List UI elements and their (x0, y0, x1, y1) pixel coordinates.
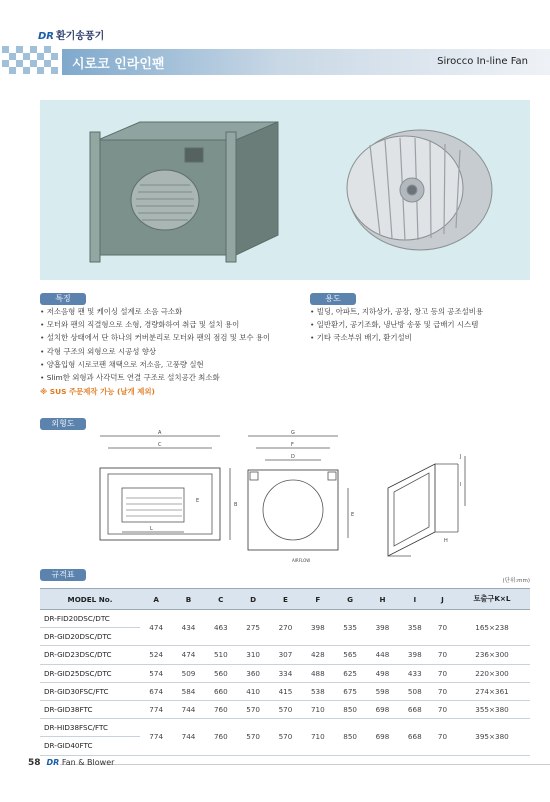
col-header: C (205, 589, 237, 610)
footer-text: Fan & Blower (61, 758, 115, 767)
value-cell: 355×380 (454, 700, 530, 718)
value-cell: 395×380 (454, 719, 530, 755)
inline-fan-unit (90, 122, 278, 262)
value-cell: 760 (205, 719, 237, 755)
table-row (40, 719, 530, 737)
feature-item: • 저소음형 팬 및 케이싱 설계로 소음 극소화 (40, 305, 270, 318)
table-row (40, 610, 530, 628)
value-cell: 850 (334, 719, 366, 755)
dim-label-e: E (196, 498, 200, 504)
value-cell: 509 (172, 664, 204, 682)
value-cell: 448 (366, 646, 398, 664)
feature-item: • 양흡입형 시로코팬 채택으로 저소음, 고풍량 실현 (40, 358, 270, 371)
value-cell: 574 (140, 664, 172, 682)
model-cell: DR-GID25DSC/DTC (40, 664, 140, 682)
value-cell: 584 (172, 682, 204, 700)
value-cell: 570 (237, 719, 269, 755)
product-photo-panel (40, 100, 530, 280)
usage-list (310, 305, 483, 345)
value-cell: 70 (431, 719, 454, 755)
usage-item: • 일반환기, 공기조화, 냉난방 송풍 및 급배기 시스템 (310, 318, 483, 331)
value-cell: 668 (399, 719, 431, 755)
value-cell: 488 (302, 664, 334, 682)
table-row (40, 664, 530, 682)
outline-tag: 외형도 (40, 418, 86, 430)
dim-label-h: H (444, 538, 448, 544)
brand-text: 환기송풍기 (56, 31, 105, 42)
value-cell: 498 (366, 664, 398, 682)
footer-line (60, 764, 550, 765)
usage-tag: 용도 (310, 293, 356, 305)
outline-drawings (40, 428, 530, 568)
sus-note: ※ SUS 주문제작 가능 (날개 제외) (40, 387, 155, 396)
model-cell: DR-GID20DSC/DTC (40, 628, 140, 646)
col-header: F (302, 589, 334, 610)
col-header: J (431, 589, 454, 610)
value-cell: 698 (366, 719, 398, 755)
col-header: B (172, 589, 204, 610)
value-cell: 428 (302, 646, 334, 664)
footer (28, 758, 114, 768)
model-cell: DR-GID23DSC/DTC (40, 646, 140, 664)
spec-tag: 규격표 (40, 569, 86, 581)
value-cell: 70 (431, 664, 454, 682)
value-cell: 434 (172, 610, 204, 646)
value-cell: 270 (269, 610, 301, 646)
value-cell: 674 (140, 682, 172, 700)
value-cell: 524 (140, 646, 172, 664)
model-cell: DR-GID40FTC (40, 737, 140, 755)
feature-item: • 모터와 팬의 직결형으로 소형, 경량화하여 취급 및 설치 용이 (40, 318, 270, 331)
page-title: 시로코 인라인팬 (72, 57, 165, 72)
value-cell: 398 (302, 610, 334, 646)
airflow-label: AIRFLOW (292, 558, 311, 563)
value-cell: 70 (431, 646, 454, 664)
value-cell: 560 (205, 664, 237, 682)
value-cell: 360 (237, 664, 269, 682)
value-cell: 744 (172, 700, 204, 718)
dim-label-e2: E (351, 512, 355, 518)
value-cell: 358 (399, 610, 431, 646)
value-cell: 310 (237, 646, 269, 664)
dim-label-d: D (291, 454, 295, 460)
spec-table (40, 588, 530, 756)
sirocco-wheel (347, 130, 492, 250)
col-header: E (269, 589, 301, 610)
value-cell: 274×361 (454, 682, 530, 700)
value-cell: 70 (431, 682, 454, 700)
value-cell: 625 (334, 664, 366, 682)
dim-label-b: B (234, 502, 238, 508)
value-cell: 463 (205, 610, 237, 646)
footer-logo: DR (46, 758, 60, 767)
value-cell: 508 (399, 682, 431, 700)
value-cell: 70 (431, 610, 454, 646)
value-cell: 165×238 (454, 610, 530, 646)
table-header-row (40, 589, 530, 610)
dim-label-j: J (460, 454, 462, 460)
page-title-en: Sirocco In-line Fan (437, 56, 528, 67)
features-list (40, 305, 270, 384)
value-cell: 710 (302, 700, 334, 718)
product-illustration (40, 100, 530, 280)
features-tag: 특징 (40, 293, 86, 305)
table-row (40, 682, 530, 700)
dim-label-i: I (460, 482, 462, 488)
dim-label-g: G (291, 430, 295, 436)
model-cell: DR-FID20DSC/DTC (40, 610, 140, 628)
value-cell: 415 (269, 682, 301, 700)
dim-label-l: L (150, 526, 153, 532)
feature-item: • 설치한 상태에서 단 하나의 커버분리로 모터와 팬의 점검 및 보수 용이 (40, 331, 270, 344)
dim-label-a: A (158, 430, 162, 436)
value-cell: 538 (302, 682, 334, 700)
feature-item: • Slim한 외형과 사각덕트 연결 구조로 설치공간 최소화 (40, 371, 270, 384)
col-header: H (366, 589, 398, 610)
value-cell: 774 (140, 700, 172, 718)
page-number: 58 (28, 758, 41, 768)
value-cell: 698 (366, 700, 398, 718)
spec-table-body (40, 610, 530, 756)
value-cell: 398 (366, 610, 398, 646)
model-cell: DR-HID38FSC/FTC (40, 719, 140, 737)
value-cell: 510 (205, 646, 237, 664)
value-cell: 474 (140, 610, 172, 646)
value-cell: 535 (334, 610, 366, 646)
value-cell: 850 (334, 700, 366, 718)
checker-pattern (0, 46, 62, 76)
value-cell: 275 (237, 610, 269, 646)
value-cell: 668 (399, 700, 431, 718)
value-cell: 675 (334, 682, 366, 700)
feature-item: • 각형 구조의 외형으로 시공성 향상 (40, 345, 270, 358)
brand-header (38, 27, 104, 42)
value-cell: 570 (269, 719, 301, 755)
col-header: A (140, 589, 172, 610)
model-cell: DR-GID38FTC (40, 700, 140, 718)
value-cell: 236×300 (454, 646, 530, 664)
table-row (40, 700, 530, 718)
usage-item: • 빌딩, 아파트, 지하상가, 공장, 창고 등의 공조설비용 (310, 305, 483, 318)
value-cell: 70 (431, 700, 454, 718)
dim-label-f: F (291, 442, 294, 448)
value-cell: 570 (237, 700, 269, 718)
value-cell: 307 (269, 646, 301, 664)
value-cell: 598 (366, 682, 398, 700)
brand-logo: DR (38, 31, 55, 42)
unit-label: (단위:mm) (502, 578, 530, 584)
value-cell: 334 (269, 664, 301, 682)
value-cell: 760 (205, 700, 237, 718)
value-cell: 774 (140, 719, 172, 755)
value-cell: 570 (269, 700, 301, 718)
value-cell: 398 (399, 646, 431, 664)
dim-label-c: C (158, 442, 162, 448)
value-cell: 744 (172, 719, 204, 755)
col-header: G (334, 589, 366, 610)
usage-item: • 기타 국소부위 배기, 환기설비 (310, 331, 483, 344)
col-header: MODEL No. (40, 589, 140, 610)
value-cell: 410 (237, 682, 269, 700)
value-cell: 433 (399, 664, 431, 682)
value-cell: 710 (302, 719, 334, 755)
col-header: 토출구K×L (454, 589, 530, 610)
value-cell: 660 (205, 682, 237, 700)
value-cell: 220×300 (454, 664, 530, 682)
value-cell: 565 (334, 646, 366, 664)
model-cell: DR-GID30FSC/FTC (40, 682, 140, 700)
col-header: I (399, 589, 431, 610)
value-cell: 474 (172, 646, 204, 664)
table-row (40, 646, 530, 664)
col-header: D (237, 589, 269, 610)
